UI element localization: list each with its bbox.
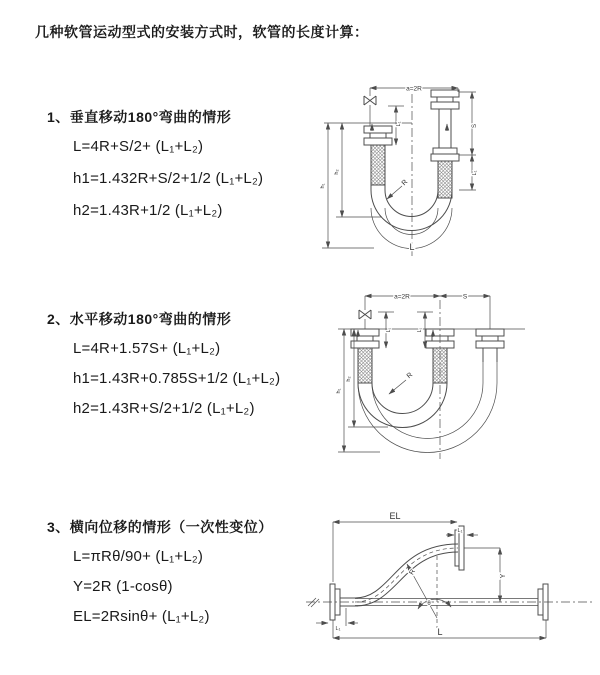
centerline-break-mark [308,598,319,607]
dim-s [459,92,478,155]
section-2-heading: 2、水平移动180°弯曲的情形 [47,311,232,327]
dim-h2-label: h₂ [346,376,352,382]
section-2-formula-h2: h2=1.43R+S/2+1/2 (L₁+L₂) [73,400,255,417]
braided-hose-middle [433,348,447,383]
section-3-formula-Y: Y=2R (1-cosθ) [73,578,173,595]
dim-a-2r-label: a=2R [406,85,422,93]
dim-el-label: EL [389,511,401,521]
dim-h2-label: h₂ [334,169,340,175]
right-fitting [431,90,459,198]
dim-s-label: S [462,293,468,301]
dim-l1-left-label: L₁ [396,121,402,127]
theta-label: θ [427,601,431,607]
dim-l1-middle-label: L₁ [417,327,423,333]
section-2-formula-L: L=4R+1.57S+ (L₁+L₂) [73,340,221,357]
s-curve-hose [355,544,458,606]
hose-u-bend-shifted [358,362,497,453]
right-fitting [476,329,504,362]
diagram-horizontal-180-bend [330,284,600,470]
braided-hose-right [438,161,452,198]
length-label: L [409,242,415,252]
dim-l1-left [378,312,394,348]
dim-h1 [336,329,380,452]
dim-l1-top-label: L₁ [457,528,463,534]
section-3-formula-EL: EL=2Rsinθ+ (L₁+L₂) [73,608,210,625]
dim-l1-left-label: L₁ [386,327,392,333]
dim-l1-bottom-label: L₁ [335,626,341,632]
left-fitting [351,329,379,383]
radius-label: R [405,371,415,381]
dim-l1-top [446,528,478,535]
dim-a-2r [365,294,440,301]
section-1-formula-L: L=4R+S/2+ (L₁+L₂) [73,138,204,155]
dim-h1-label: h₁ [336,388,342,394]
radius-label: R [400,178,410,188]
dim-y [464,548,507,602]
valve-icon [364,88,376,126]
dim-l1-bottom [316,608,358,632]
section-1-heading: 1、垂直移动180°弯曲的情形 [47,109,232,125]
dim-h1 [320,123,374,248]
diagram-lateral-displacement [300,506,600,650]
radius-callout [407,556,437,628]
dim-s [440,294,490,330]
radius-callout [389,372,414,394]
section-3-formula-L: L=πRθ/90+ (L₁+L₂) [73,548,204,565]
dim-l1-right-label: L₁ [472,170,478,176]
dim-l [333,620,546,638]
braided-hose-left [358,348,372,383]
dim-l1-middle [417,312,433,348]
dim-a-2r-label: a=2R [394,293,410,301]
dim-h1-label: h₁ [320,183,326,189]
dim-s-label: S [472,123,478,129]
theta-angle [418,599,451,609]
diagram-vertical-180-bend [312,78,600,260]
section-1-formula-h1: h1=1.432R+S/2+1/2 (L₁+L₂) [73,170,264,187]
braided-hose-left [371,145,385,185]
radius-label: R [408,568,417,577]
dim-y-label: Y [500,573,507,579]
valve-icon [359,296,371,329]
hose-u-bend-braided [358,383,447,428]
section-1-formula-h2: h2=1.43R+1/2 (L₁+L₂) [73,202,223,219]
section-2-formula-h1: h1=1.43R+0.785S+1/2 (L₁+L₂) [73,370,281,387]
dim-l1-right [459,155,478,190]
page-title: 几种软管运动型式的安装方式时，软管的长度计算： [35,24,369,40]
dim-l-label: L [437,627,443,637]
dim-a-2r [370,86,458,93]
left-fitting [364,126,392,185]
radius-callout [387,179,409,199]
section-3-heading: 3、横向位移的情形（一次性变位） [47,519,273,535]
